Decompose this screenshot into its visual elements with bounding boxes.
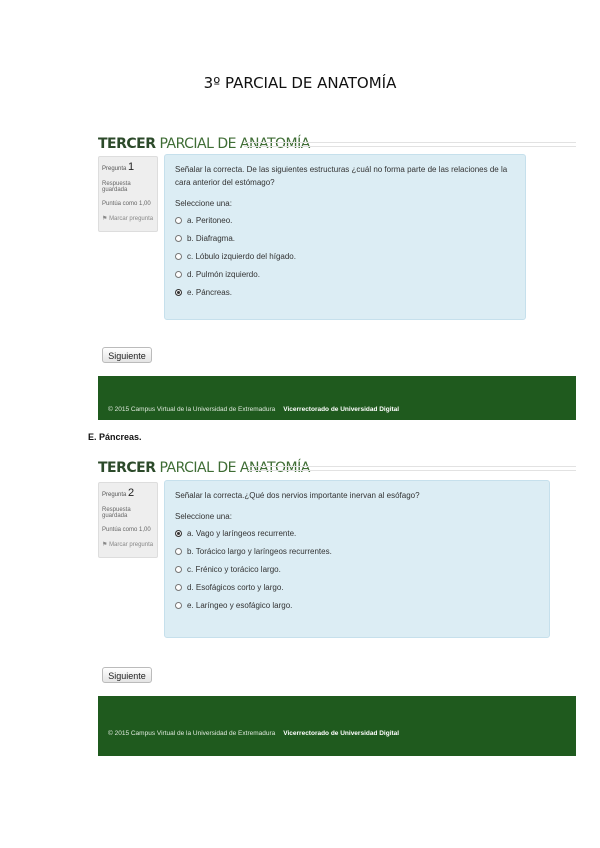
heading-rule — [248, 466, 576, 471]
option-d[interactable]: d. Pulmón izquierdo. — [175, 270, 515, 279]
next-button[interactable]: Siguiente — [102, 347, 152, 363]
radio-button[interactable] — [175, 602, 182, 609]
question-number: Pregunta 2 — [102, 487, 135, 499]
footer-bold-text: Vicerrectorado de Universidad Digital — [283, 406, 400, 413]
heading-rule — [244, 142, 576, 147]
flag-icon: ⚑ — [102, 542, 108, 548]
quiz-screenshot-1 — [88, 128, 576, 420]
score-text: Puntúa como 1,00 — [102, 201, 151, 207]
quiz-heading-word1: TERCER — [98, 460, 156, 476]
radio-button[interactable] — [175, 566, 182, 573]
option-a[interactable]: a. Vago y laríngeos recurrente. — [175, 529, 539, 538]
document-title: 3º PARCIAL DE ANATOMÍA — [203, 74, 397, 92]
option-e[interactable]: e. Páncreas. — [175, 288, 515, 297]
question-panel — [164, 154, 526, 320]
question-panel — [164, 480, 550, 638]
question-number: Pregunta 1 — [102, 161, 135, 173]
select-label: Seleccione una: — [175, 512, 232, 521]
select-label: Seleccione una: — [175, 199, 232, 208]
radio-button[interactable] — [175, 235, 182, 242]
option-e[interactable]: e. Laríngeo y esofágico largo. — [175, 601, 539, 610]
radio-button[interactable] — [175, 217, 182, 224]
saved-status: Respuesta guardada — [102, 181, 131, 193]
quiz-screenshot-2 — [88, 452, 576, 756]
footer-text: © 2015 Campus Virtual de la Universidad de Extremadura Vicerrectorado de Universidad Digital — [108, 406, 400, 413]
flag-icon: ⚑ — [102, 216, 108, 222]
radio-button[interactable] — [175, 584, 182, 591]
option-c[interactable]: c. Lóbulo izquierdo del hígado. — [175, 252, 515, 261]
question-info-box — [98, 156, 158, 232]
score-text: Puntúa como 1,00 — [102, 527, 151, 533]
option-b[interactable]: b. Diafragma. — [175, 234, 515, 243]
saved-status: Respuesta guardada — [102, 507, 131, 519]
option-a[interactable]: a. Peritoneo. — [175, 216, 515, 225]
radio-button[interactable] — [175, 271, 182, 278]
option-c[interactable]: c. Frénico y torácico largo. — [175, 565, 539, 574]
question-text: Señalar la correcta.¿Qué dos nervios importante inervan al esófago? — [175, 491, 420, 500]
footer-bold-text: Vicerrectorado de Universidad Digital — [283, 730, 400, 737]
radio-button[interactable] — [175, 548, 182, 555]
radio-button-selected[interactable] — [175, 289, 182, 296]
quiz-heading-rest: PARCIAL DE ANATOMÍA — [159, 136, 310, 152]
quiz-heading-rest: PARCIAL DE ANATOMÍA — [159, 460, 310, 476]
next-button[interactable]: Siguiente — [102, 667, 152, 683]
answer-1: E. Páncreas. — [88, 432, 142, 442]
flag-question-link[interactable]: ⚑ Marcar pregunta — [102, 542, 154, 548]
site-footer — [98, 376, 576, 420]
option-b[interactable]: b. Torácico largo y laríngeos recurrentes. — [175, 547, 539, 556]
radio-button-selected[interactable] — [175, 530, 182, 537]
flag-question-link[interactable]: ⚑ Marcar pregunta — [102, 216, 154, 222]
footer-text: © 2015 Campus Virtual de la Universidad de Extremadura Vicerrectorado de Universidad Digital — [108, 730, 400, 737]
option-d[interactable]: d. Esofágicos corto y largo. — [175, 583, 539, 592]
site-footer — [98, 696, 576, 756]
question-text: Señalar la correcta. De las siguientes estructuras ¿cuál no forma parte de las relaciones de la cara anterior del estómago? — [175, 165, 508, 187]
quiz-heading-word1: TERCER — [98, 136, 156, 152]
radio-button[interactable] — [175, 253, 182, 260]
question-info-box — [98, 482, 158, 558]
